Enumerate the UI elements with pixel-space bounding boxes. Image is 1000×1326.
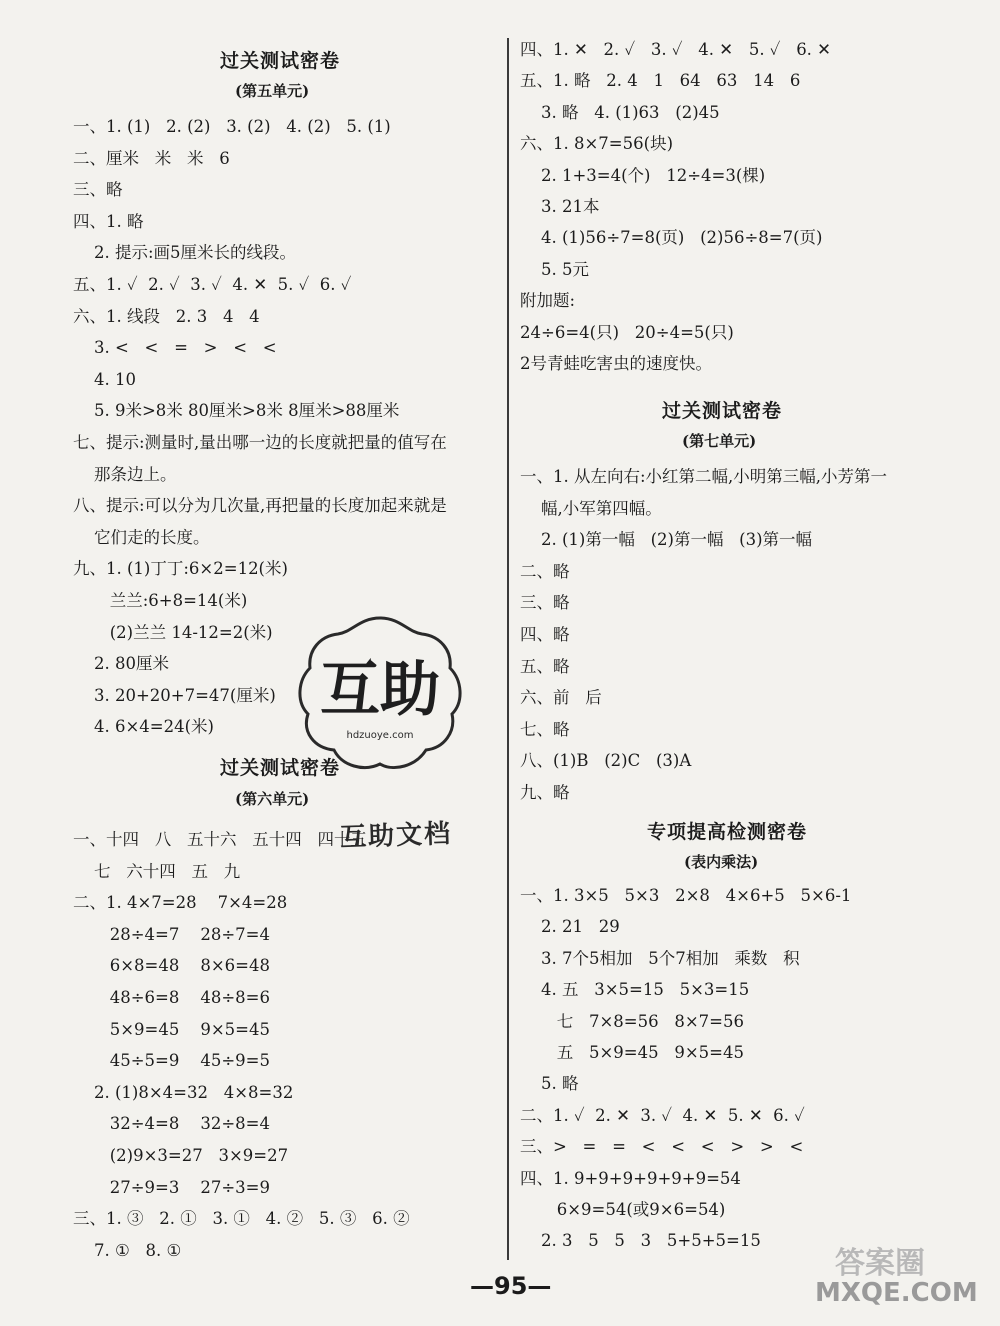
section-subtitle-special: (表内乘法) [684,853,759,871]
answer-line: 六、1. 线段 2. 3 4 4 [73,306,260,326]
answer-line: 四、1. ✕ 2. ✓ 3. ✓ 4. ✕ 5. ✓ 6. ✕ [520,40,832,59]
answer-line: (2)9×3=27 3×9=27 [73,1146,289,1165]
answer-line: 4. 10 [73,369,136,389]
answer-line: 4. 6×4=24(米) [73,717,214,737]
answer-line: 2. (1)第一幅 (2)第一幅 (3)第一幅 [520,530,813,550]
answer-line: 四、1. 略 [73,211,144,231]
answer-line: 五、1. ✓ 2. ✓ 3. ✓ 4. ✕ 5. ✓ 6. ✓ [73,275,352,294]
answer-line: 七 六十四 五 九 [73,861,241,881]
answer-circle-watermark: 答案圈 [835,1246,925,1281]
answer-line: 2. 3 5 5 3 5+5+5=15 [520,1231,761,1251]
answer-line: 二、1. 4×7=28 7×4=28 [73,893,288,913]
section-subtitle-unit6: (第六单元) [235,790,310,808]
answer-line: 3. < < = > < < [73,338,277,358]
answer-line: 三、1. ③ 2. ① 3. ① 4. ② 5. ③ 6. ② [73,1209,410,1229]
answer-line: 三、略 [520,593,570,613]
answer-line: 八、提示:可以分为几次量,再把量的长度加起来就是 [73,496,447,516]
answer-line: 2. 80厘米 [73,654,169,674]
answer-line: 七 7×8=56 8×7=56 [520,1011,744,1031]
answer-line: 4. 五 3×5=15 5×3=15 [520,980,750,1000]
answer-line: 45÷5=9 45÷9=5 [73,1051,270,1071]
answer-line: 三、略 [73,180,123,200]
answer-line: 二、略 [520,561,570,581]
answer-line: 5. 5元 [520,259,589,279]
answer-line: 九、1. (1)丁丁:6×2=12(米) [73,559,288,579]
answer-line: 幅,小军第四幅。 [520,498,662,518]
answer-line: 32÷4=8 32÷8=4 [73,1114,270,1134]
answer-line: 它们走的长度。 [73,527,210,547]
answer-line: 四、1. 9+9+9+9+9+9=54 [520,1168,741,1188]
stamp-url: hdzuoye.com [346,730,414,741]
answer-line: 一、十四 八 五十六 五十四 四十五 [73,830,367,849]
answer-line: 二、厘米 米 米 6 [73,148,230,168]
answer-line: 七、提示:测量时,量出哪一边的长度就把量的值写在 [73,433,447,452]
answer-line: 四、略 [520,625,570,644]
answer-line: 3. 略 4. (1)63 (2)45 [520,102,720,122]
answer-line: 2. 1+3=4(个) 12÷4=3(棵) [520,165,766,185]
answer-line: 附加题: [520,291,576,311]
hudong-doc-stamp: 互助文档 [339,819,453,853]
answer-line: 五、略 [520,656,570,676]
answer-line: 一、1. 3×5 5×3 2×8 4×6+5 5×6-1 [520,886,852,905]
answer-line: 4. (1)56÷7=8(页) (2)56÷8=7(页) [520,228,823,248]
answer-line: 一、1. 从左向右:小红第二幅,小明第三幅,小芳第一 [520,467,888,486]
answer-line: 八、(1)B (2)C (3)A [520,751,692,771]
answer-line: 那条边上。 [73,464,177,484]
answer-line: 5. 略 [520,1074,579,1094]
section-title-special: 专项提高检测密卷 [647,821,808,843]
answer-line: 7. ① 8. ① [73,1240,182,1260]
answer-line: 六、前 后 [520,688,602,708]
answer-line: 二、1. ✓ 2. ✕ 3. ✓ 4. ✕ 5. ✕ 6. ✓ [520,1105,805,1125]
answer-line: 2号青蛙吃害虫的速度快。 [520,354,712,373]
answer-line: 28÷4=7 28÷7=4 [73,924,270,944]
answer-line: 24÷6=4(只) 20÷4=5(只) [520,322,734,342]
section-subtitle-unit5: (第五单元) [235,82,310,100]
answer-line: 27÷9=3 27÷3=9 [73,1177,270,1197]
answer-line: 5×9=45 9×5=45 [73,1019,270,1039]
answer-line: 2. 21 29 [520,917,620,937]
answer-line: 2. (1)8×4=32 4×8=32 [73,1082,294,1102]
section-title-unit7: 过关测试密卷 [662,400,783,422]
answer-line: 三、> = = < < < > > < [520,1137,804,1157]
answer-line: 48÷6=8 48÷8=6 [73,988,270,1007]
section-subtitle-unit7: (第七单元) [682,432,757,450]
hudong-stamp [290,610,470,780]
answer-line: 七、略 [520,719,570,739]
answer-line: 五 5×9=45 9×5=45 [520,1043,744,1062]
answer-line: 兰兰:6+8=14(米) [73,591,248,610]
section-title-unit6: 过关测试密卷 [220,757,341,779]
answer-line: (2)兰兰 14-12=2(米) [73,622,273,642]
answer-line: 3. 20+20+7=47(厘米) [73,685,276,705]
answer-line: 五、1. 略 2. 4 1 64 63 14 6 [520,71,801,91]
answer-line: 2. 提示:画5厘米长的线段。 [73,243,297,263]
stamp-text: 互助 [320,655,440,725]
answer-line: 3. 21本 [520,197,600,216]
column-divider [507,38,509,1260]
answer-line: 6×9=54(或9×6=54) [520,1200,726,1219]
answer-line: 九、略 [520,783,570,802]
answer-line: 5. 9米>8米 80厘米>8米 8厘米>88厘米 [73,401,400,421]
section-title-unit5: 过关测试密卷 [220,50,341,72]
answer-line: 一、1. (1) 2. (2) 3. (2) 4. (2) 5. (1) [73,117,391,136]
mxqe-watermark: MXQE.COM [815,1278,978,1308]
answer-line: 3. 7个5相加 5个7相加 乘数 积 [520,948,800,968]
answer-line: 六、1. 8×7=56(块) [520,134,674,154]
answer-line: 6×8=48 8×6=48 [73,956,270,976]
page-number: —95— [470,1272,552,1300]
